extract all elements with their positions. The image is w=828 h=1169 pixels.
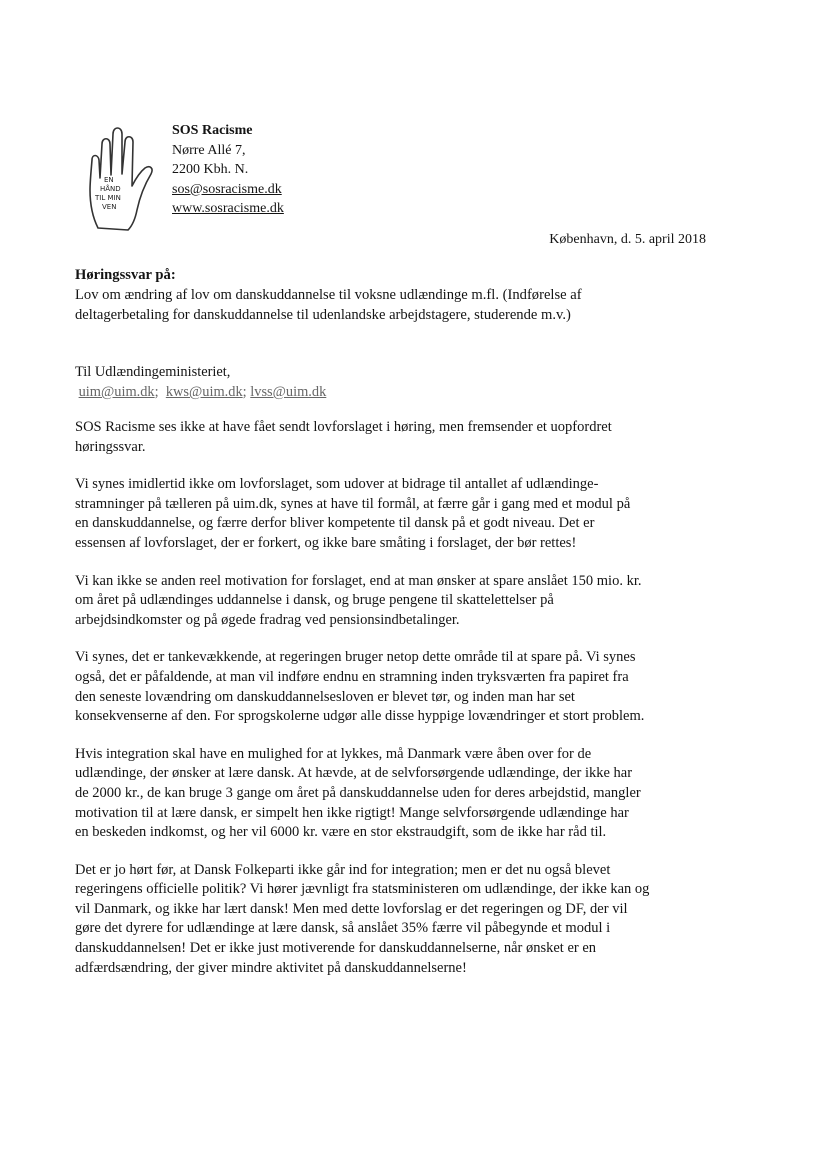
recipient-email-link[interactable]: lvss@uim.dk <box>250 384 327 400</box>
subject-heading: Høringssvar på: <box>75 267 176 283</box>
recipient-block <box>75 362 326 402</box>
hand-logo-icon <box>80 120 158 232</box>
subject-block <box>75 265 735 325</box>
line: en beskeden indkomst, og her vil 6000 kr. være en stor ekstraudgift, som de ikke har råd til. <box>75 824 607 841</box>
line: Vi synes imidlertid ikke om lovforslaget, som udover at bidrage til antallet af udlændinge- <box>75 476 599 493</box>
subject-line-2: deltagerbetaling for danskuddannelse til udenlandske arbejdstagere, studerende m.v.) <box>75 307 571 323</box>
line: Vi synes, det er tankevækkende, at regeringen bruger netop dette område til at spare på. Vi synes <box>75 649 636 666</box>
email-separator: ; <box>242 384 247 400</box>
line: udlændinge, der ønsker at lære dansk. At hævde, at de selvforsørgende udlændinge, der ikke har <box>75 765 633 782</box>
line: Vi kan ikke se anden reel motivation for forslaget, end at man ønsker at spare anslået 150 mio. kr. <box>75 572 642 589</box>
logo-text-1: EN <box>104 176 114 184</box>
line: de 2000 kr., de kan bruge 3 gange om året på danskuddannelse uden for deres arbejdstid, mangler <box>75 784 641 801</box>
line: Hvis integration skal have en mulighed for at lykkes, må Danmark være åben over for de <box>75 745 592 762</box>
line: SOS Racisme ses ikke at have fået sendt lovforslaget i høring, men fremsender et uopfordret <box>75 419 612 435</box>
line: regeringens officielle politik? Vi hører jævnligt fra statsministeren om udlændinge, der ikke kan og <box>75 881 650 898</box>
paragraph-4 <box>75 648 735 726</box>
recipient-emails <box>75 382 326 402</box>
line: Det er jo hørt før, at Dansk Folkeparti ikke går ind for integration; men er det nu også blevet <box>75 861 611 878</box>
recipient-email-link[interactable]: uim@uim.dk <box>78 384 155 400</box>
line: stramninger på tælleren på uim.dk, synes at have til formål, at færre går i gang med et modul på <box>75 495 631 512</box>
sender-address <box>172 121 284 219</box>
line: danskuddannelsen! Det er ikke just motiverende for danskuddannelserne, når ønsket er en <box>75 940 597 957</box>
recipient-salutation: Til Udlændingeministeriet, <box>75 364 231 380</box>
sender-web-link[interactable]: www.sosracisme.dk <box>172 201 284 216</box>
logo-text-3: TIL MIN <box>95 194 121 202</box>
logo <box>80 120 158 232</box>
sender-street: Nørre Allé 7, <box>172 142 246 158</box>
line: også, det er påfaldende, at man vil indføre endnu en stramning inden tryksværten fra papiret fra <box>75 668 629 685</box>
line: vil Danmark, og ikke har lært dansk! Men med dette lovforslag er det regeringen og DF, der vil <box>75 900 628 917</box>
line: motivation til at lære dansk, er simpelt hen ikke rigtigt! Mange selvforsørgende udlændinge har <box>75 804 629 821</box>
line: gøre det dyrere for udlændinge at lære dansk, så anslået 35% færre vil påbegynde et modul i <box>75 920 611 937</box>
paragraph-2 <box>75 475 735 553</box>
paragraph-1 <box>75 418 735 457</box>
line: om året på udlændinges uddannelse i dansk, og bruge pengene til skattelettelser på <box>75 592 554 609</box>
line: høringssvar. <box>75 438 146 455</box>
logo-text-2: HÅND <box>100 185 121 193</box>
recipient-email-link[interactable]: kws@uim.dk <box>165 384 243 400</box>
logo-text-4: VEN <box>102 203 117 211</box>
paragraph-6 <box>75 861 735 979</box>
line: essensen af lovforslaget, der er forkert, og ikke bare småting i forslaget, der bør rettes! <box>75 534 577 551</box>
subject-line-1: Lov om ændring af lov om danskuddannelse til voksne udlændinge m.fl. (Indførelse af <box>75 287 582 303</box>
line: den seneste lovændring om danskuddannelsesloven er blevet tør, og inden man har set <box>75 688 575 705</box>
letter-body <box>75 418 735 996</box>
sender-email-link[interactable]: sos@sosracisme.dk <box>172 181 282 197</box>
line: arbejdsindkomster og på øgede fradrag ved pensionsindbetalinger. <box>75 611 460 628</box>
letter-date: København, d. 5. april 2018 <box>549 232 706 247</box>
line: konsekvenserne af den. For sprogskolerne udgør alle disse hyppige lovændringer et stort problem. <box>75 708 645 725</box>
sender-org: SOS Racisme <box>172 123 253 138</box>
line: adfærdsændring, der giver mindre aktivitet på danskuddannelserne! <box>75 959 467 976</box>
sender-city: 2200 Kbh. N. <box>172 162 249 177</box>
email-separator: ; <box>154 384 159 400</box>
line: en danskuddannelse, og færre derfor bliver kompetente til dansk på et godt niveau. Det er <box>75 515 595 532</box>
paragraph-3 <box>75 572 735 631</box>
paragraph-5 <box>75 745 735 843</box>
